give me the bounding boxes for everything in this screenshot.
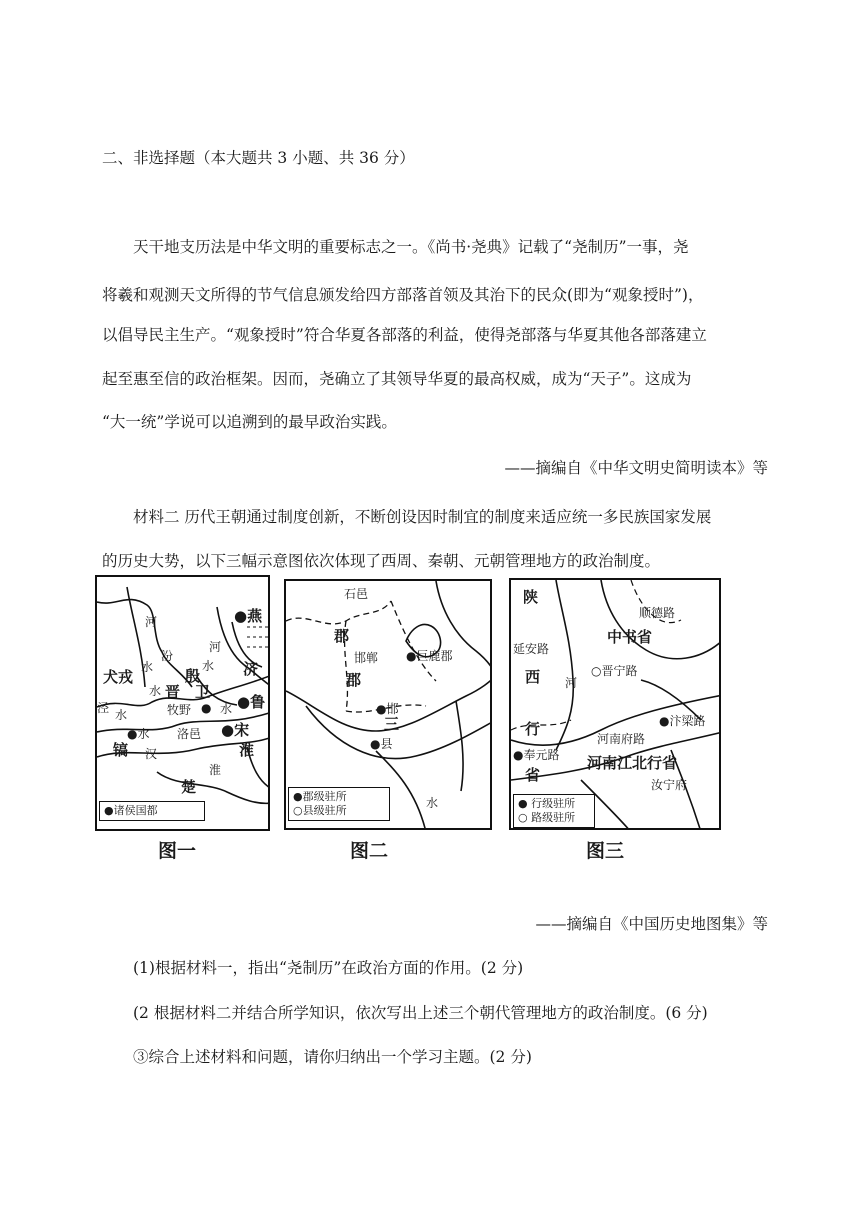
label-zhongshu: 中书省 [607, 628, 653, 646]
section-heading: 二、非选择题（本大题共 3 小题、共 36 分） [102, 149, 415, 167]
map3-legend [513, 794, 595, 828]
material1-line: 将羲和观测天文所得的节气信息颁发给四方部落首领及其治下的民众(即为“观象授时”)， [102, 286, 704, 304]
label-river: 淮 [209, 763, 222, 777]
material2-line: 材料二 历代王朝通过制度创新，不断创设因时制宜的制度来适应统一多民族国家发展 [133, 508, 712, 526]
label-jun: 郡 [334, 627, 350, 645]
label-chu: 楚 [181, 778, 197, 796]
label-huai: 淮 [239, 741, 255, 759]
label-river: 河 [209, 640, 222, 654]
label-river: 水 [141, 660, 154, 674]
label-river: 水 [220, 702, 233, 716]
label-river: 河 [565, 676, 578, 690]
legend-province: ● 行级驻所 [518, 797, 576, 810]
label-muye: 牧野 [167, 703, 192, 717]
legend-commandery: ●郡级驻所 [293, 790, 347, 803]
map1-caption: 图一 [158, 840, 197, 862]
label-xing: 行 [525, 720, 541, 738]
map-yuan [509, 578, 721, 830]
material1-line: 起至惠至信的政治框架。因而，尧确立了其领导华夏的最高权威，成为“天子”。这成为 [102, 370, 692, 388]
label-shaan: 陕 [523, 588, 539, 606]
material1-line: 以倡导民主生产。“观象授时”符合华夏各部落的利益，使得尧部落与华夏其他各部落建立 [102, 326, 707, 344]
label-fengyuan: ●奉元路 [513, 748, 560, 762]
map3-drawing [511, 580, 721, 830]
label-county: ●县 [370, 737, 393, 751]
material1-line: “大一统”学说可以追溯到的最早政治实践。 [102, 413, 397, 431]
map2-caption: 图二 [350, 840, 389, 862]
label-henanfu: 河南府路 [597, 732, 646, 746]
label-wei: 卫 [195, 683, 211, 701]
question-1: (1)根据材料一，指出“尧制历”在政治方面的作用。(2 分) [133, 959, 524, 977]
label-runing: 汝宁府 [651, 778, 688, 792]
label-yanan: 延安路 [513, 642, 550, 656]
label-lu: ●鲁 [237, 693, 266, 711]
label-gao: 镐 [113, 741, 129, 759]
label-ji: 济 [243, 660, 259, 678]
label-shiyi: 石邑 [344, 587, 369, 601]
label-san: 三 [384, 715, 400, 733]
label-luoyi: 洛邑 [177, 727, 202, 741]
map2-legend [288, 787, 390, 821]
label-jinning: ○晋宁路 [591, 664, 638, 678]
material1-source: ——摘编自《中华文明史简明读本》等 [504, 459, 768, 477]
map1-legend: ●诸侯国都 [99, 801, 205, 821]
label-river: 水 [426, 796, 439, 810]
label-county: ●邯 [376, 702, 399, 716]
label-yan: ●燕 [234, 607, 263, 625]
label-henan-jiangbei: 河南江北行省 [587, 754, 678, 772]
label-xi: 西 [525, 668, 541, 686]
label-river: ●水 [127, 727, 150, 741]
label-song: ●宋 [221, 721, 250, 739]
label-bianliang: ●汴梁路 [659, 714, 706, 728]
legend-circuit: ○ 路级驻所 [518, 811, 576, 824]
question-2: (2 根据材料二并结合所学知识，依次写出上述三个朝代管理地方的政治制度。(6 分) [133, 1004, 708, 1022]
label-river: 泾 [97, 701, 110, 715]
map-qin [284, 579, 492, 830]
label-capital-dot: ● [201, 701, 212, 715]
map-western-zhou [95, 575, 270, 831]
material1-line: 天干地支历法是中华文明的重要标志之一。《尚书·尧典》记载了“尧制历”一事，尧 [133, 238, 689, 256]
label-river: 水 [202, 659, 215, 673]
label-jun: 郡 [346, 671, 362, 689]
label-river: 汉 [145, 747, 158, 761]
label-river: 汾 [161, 649, 174, 663]
legend-county: ○县级驻所 [293, 804, 347, 817]
material2-line: 的历史大势，以下三幅示意图依次体现了西周、秦朝、元朝管理地方的政治制度。 [102, 552, 661, 570]
map3-caption: 图三 [586, 840, 625, 862]
label-river: 河 [145, 615, 158, 629]
label-sheng: 省 [525, 766, 541, 784]
material2-source: ——摘编自《中国历史地图集》等 [535, 915, 768, 933]
label-river: 水 [115, 708, 128, 722]
label-county: 邯郸 [354, 651, 379, 665]
label-river: 水 [149, 684, 162, 698]
label-jin: 晋 [165, 683, 181, 701]
question-3: ③综合上述材料和问题，请你归纳出一个学习主题。(2 分) [133, 1048, 532, 1066]
label-shunde: 顺德路 [639, 606, 676, 620]
label-julu: ●巨鹿郡 [406, 649, 453, 663]
label-yin: 殷 [185, 667, 201, 685]
label-quanrong: 犬戎 [103, 668, 134, 686]
